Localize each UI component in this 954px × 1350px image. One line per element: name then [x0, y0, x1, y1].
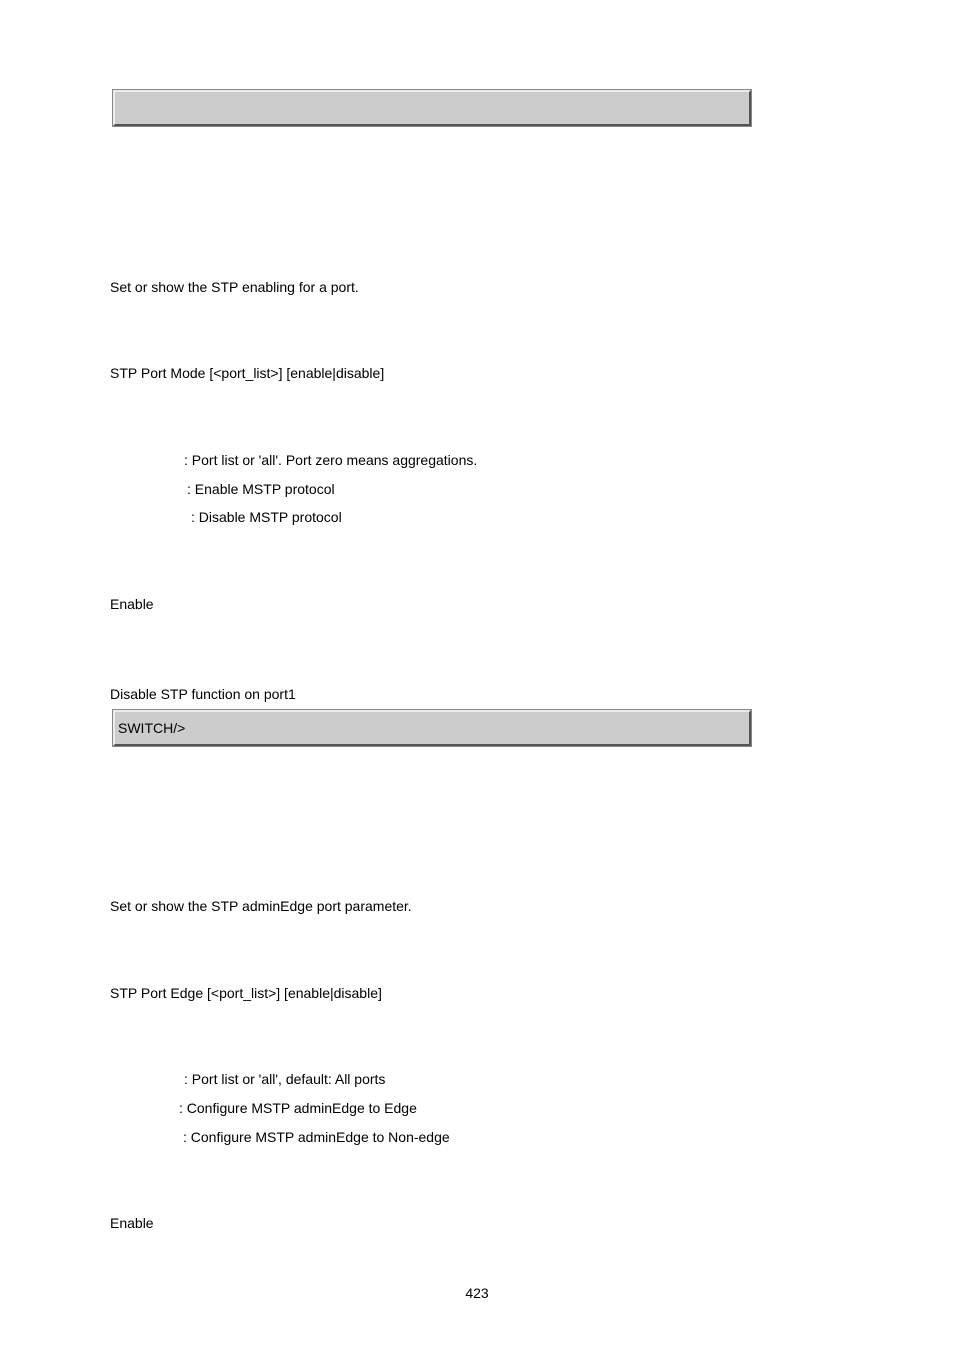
- top-command-box: [113, 90, 751, 126]
- section2-param-disable: : Configure MSTP adminEdge to Non-edge: [183, 1129, 450, 1145]
- section1-syntax: STP Port Mode [<port_list>] [enable|disable]: [110, 365, 385, 381]
- section2-default: Enable: [110, 1215, 154, 1231]
- section1-default: Enable: [110, 596, 154, 612]
- example-command-text: SWITCH/>: [118, 720, 186, 736]
- section1-param-port-list: : Port list or 'all'. Port zero means aggregations.: [184, 452, 478, 468]
- section2-description: Set or show the STP adminEdge port parameter.: [110, 898, 412, 914]
- section2-param-port-list: : Port list or 'all', default: All ports: [184, 1071, 386, 1087]
- section1-description: Set or show the STP enabling for a port.: [110, 279, 359, 295]
- example-command-box: [113, 710, 751, 746]
- section1-example-caption: Disable STP function on port1: [110, 686, 296, 702]
- section2-param-enable: : Configure MSTP adminEdge to Edge: [179, 1100, 417, 1116]
- section2-syntax: STP Port Edge [<port_list>] [enable|disable]: [110, 985, 382, 1001]
- section1-param-disable: : Disable MSTP protocol: [191, 509, 342, 525]
- section1-param-enable: : Enable MSTP protocol: [187, 481, 335, 497]
- page-number: 423: [465, 1285, 489, 1301]
